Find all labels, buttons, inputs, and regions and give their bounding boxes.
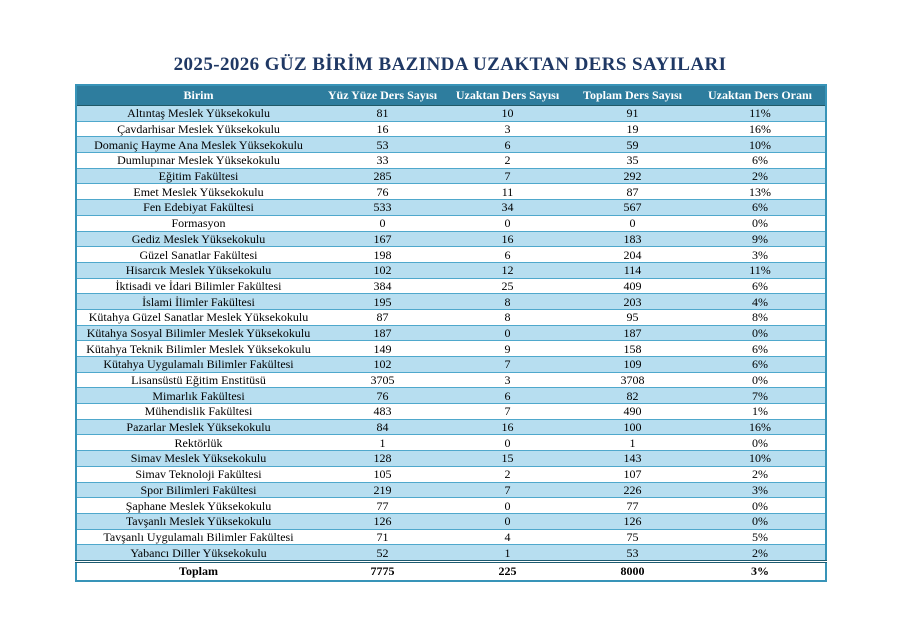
value-cell: 7 [445,357,570,373]
value-cell: 567 [570,200,695,216]
table-row [76,404,826,420]
birim-cell: Formasyon [76,215,320,231]
table-row [76,388,826,404]
value-cell: 219 [320,482,445,498]
table-row [76,357,826,373]
value-cell: 187 [320,325,445,341]
value-cell: 5% [695,529,826,545]
table-row [76,466,826,482]
value-cell: 100 [570,419,695,435]
value-cell: 95 [570,309,695,325]
value-cell: 3 [445,372,570,388]
value-cell: 2 [445,153,570,169]
birim-cell: Kütahya Uygulamalı Bilimler Fakültesi [76,357,320,373]
value-cell: 285 [320,168,445,184]
value-cell: 3% [695,482,826,498]
value-cell: 1 [445,545,570,562]
value-cell: 59 [570,137,695,153]
table-row [76,121,826,137]
birim-cell: Gediz Meslek Yüksekokulu [76,231,320,247]
birim-cell: Mühendislik Fakültesi [76,404,320,420]
column-header-2: Uzaktan Ders Sayısı [445,85,570,106]
value-cell: 77 [320,498,445,514]
value-cell: 126 [570,513,695,529]
value-cell: 77 [570,498,695,514]
value-cell: 16 [320,121,445,137]
column-header-3: Toplam Ders Sayısı [570,85,695,106]
table-row [76,215,826,231]
table-row [76,184,826,200]
birim-cell: Fen Edebiyat Fakültesi [76,200,320,216]
value-cell: 71 [320,529,445,545]
value-cell: 11% [695,262,826,278]
table-row [76,153,826,169]
birim-cell: Simav Teknoloji Fakültesi [76,466,320,482]
total-label-cell: Toplam [76,561,320,581]
value-cell: 204 [570,247,695,263]
value-cell: 102 [320,262,445,278]
value-cell: 81 [320,106,445,122]
table-footer [76,561,826,581]
birim-cell: Eğitim Fakültesi [76,168,320,184]
value-cell: 53 [320,137,445,153]
value-cell: 3708 [570,372,695,388]
table-header-row [76,85,826,106]
value-cell: 10% [695,137,826,153]
value-cell: 6% [695,153,826,169]
value-cell: 11 [445,184,570,200]
value-cell: 0 [445,215,570,231]
value-cell: 2% [695,466,826,482]
value-cell: 0 [445,513,570,529]
value-cell: 187 [570,325,695,341]
value-cell: 198 [320,247,445,263]
birim-cell: Kütahya Güzel Sanatlar Meslek Yüksekokulu [76,309,320,325]
value-cell: 6% [695,278,826,294]
table-row [76,231,826,247]
table-row [76,278,826,294]
birim-cell: Güzel Sanatlar Fakültesi [76,247,320,263]
birim-cell: Pazarlar Meslek Yüksekokulu [76,419,320,435]
value-cell: 19 [570,121,695,137]
page-title: 2025-2026 GÜZ BİRİM BAZINDA UZAKTAN DERS SAYILARI [173,54,727,75]
value-cell: 158 [570,341,695,357]
value-cell: 7 [445,482,570,498]
value-cell: 384 [320,278,445,294]
value-cell: 9% [695,231,826,247]
value-cell: 8 [445,309,570,325]
birim-cell: Spor Bilimleri Fakültesi [76,482,320,498]
table-row [76,341,826,357]
value-cell: 13% [695,184,826,200]
value-cell: 114 [570,262,695,278]
value-cell: 16 [445,419,570,435]
birim-cell: Rektörlük [76,435,320,451]
birim-cell: Altıntaş Meslek Yüksekokulu [76,106,320,122]
birim-cell: İktisadi ve İdari Bilimler Fakültesi [76,278,320,294]
table-container [75,84,825,582]
birim-cell: Tavşanlı Meslek Yüksekokulu [76,513,320,529]
value-cell: 0 [320,215,445,231]
table-row [76,106,826,122]
birim-cell: Kütahya Teknik Bilimler Meslek Yüksekokulu [76,341,320,357]
value-cell: 33 [320,153,445,169]
table-total-row [76,561,826,581]
value-cell: 10% [695,451,826,467]
value-cell: 0% [695,372,826,388]
birim-cell: Şaphane Meslek Yüksekokulu [76,498,320,514]
value-cell: 9 [445,341,570,357]
value-cell: 53 [570,545,695,562]
value-cell: 2 [445,466,570,482]
table-body [76,106,826,562]
value-cell: 11% [695,106,826,122]
value-cell: 533 [320,200,445,216]
birim-cell: Yabancı Diller Yüksekokulu [76,545,320,562]
table-row [76,325,826,341]
value-cell: 167 [320,231,445,247]
value-cell: 107 [570,466,695,482]
value-cell: 7% [695,388,826,404]
value-cell: 8 [445,294,570,310]
value-cell: 126 [320,513,445,529]
table-row [76,513,826,529]
value-cell: 2% [695,168,826,184]
birim-cell: İslami İlimler Fakültesi [76,294,320,310]
birim-cell: Mimarlık Fakültesi [76,388,320,404]
value-cell: 0% [695,435,826,451]
table-row [76,435,826,451]
birim-cell: Çavdarhisar Meslek Yüksekokulu [76,121,320,137]
table-row [76,200,826,216]
value-cell: 109 [570,357,695,373]
table-row [76,498,826,514]
total-value-cell: 7775 [320,561,445,581]
value-cell: 91 [570,106,695,122]
birim-cell: Emet Meslek Yüksekokulu [76,184,320,200]
value-cell: 6% [695,357,826,373]
total-value-cell: 8000 [570,561,695,581]
value-cell: 16% [695,121,826,137]
table-row [76,247,826,263]
table-row [76,482,826,498]
value-cell: 6% [695,200,826,216]
table-header [76,85,826,106]
value-cell: 143 [570,451,695,467]
table-row [76,262,826,278]
table-row [76,309,826,325]
value-cell: 10 [445,106,570,122]
value-cell: 0% [695,498,826,514]
value-cell: 102 [320,357,445,373]
value-cell: 84 [320,419,445,435]
column-header-0: Birim [76,85,320,106]
table-row [76,545,826,562]
value-cell: 0% [695,215,826,231]
value-cell: 6 [445,137,570,153]
table-row [76,451,826,467]
value-cell: 0 [445,325,570,341]
value-cell: 195 [320,294,445,310]
value-cell: 149 [320,341,445,357]
value-cell: 87 [320,309,445,325]
value-cell: 52 [320,545,445,562]
table-row [76,168,826,184]
birim-cell: Tavşanlı Uygulamalı Bilimler Fakültesi [76,529,320,545]
value-cell: 16 [445,231,570,247]
value-cell: 34 [445,200,570,216]
table-row [76,529,826,545]
value-cell: 16% [695,419,826,435]
birim-cell: Dumlupınar Meslek Yüksekokulu [76,153,320,169]
value-cell: 6 [445,247,570,263]
value-cell: 76 [320,388,445,404]
value-cell: 2% [695,545,826,562]
uzaktan-ders-sayilari-table [75,84,827,582]
birim-cell: Simav Meslek Yüksekokulu [76,451,320,467]
value-cell: 203 [570,294,695,310]
value-cell: 3% [695,247,826,263]
birim-cell: Kütahya Sosyal Bilimler Meslek Yüksekokulu [76,325,320,341]
value-cell: 25 [445,278,570,294]
column-header-1: Yüz Yüze Ders Sayısı [320,85,445,106]
value-cell: 0 [445,498,570,514]
value-cell: 183 [570,231,695,247]
value-cell: 1 [570,435,695,451]
value-cell: 4% [695,294,826,310]
column-header-4: Uzaktan Ders Oranı [695,85,826,106]
value-cell: 409 [570,278,695,294]
value-cell: 4 [445,529,570,545]
value-cell: 483 [320,404,445,420]
value-cell: 75 [570,529,695,545]
value-cell: 76 [320,184,445,200]
value-cell: 7 [445,404,570,420]
table-row [76,137,826,153]
value-cell: 3 [445,121,570,137]
table-row [76,419,826,435]
birim-cell: Hisarcık Meslek Yüksekokulu [76,262,320,278]
value-cell: 226 [570,482,695,498]
value-cell: 1% [695,404,826,420]
value-cell: 0 [570,215,695,231]
table-row [76,294,826,310]
value-cell: 1 [320,435,445,451]
value-cell: 0% [695,513,826,529]
total-value-cell: 225 [445,561,570,581]
total-value-cell: 3% [695,561,826,581]
value-cell: 12 [445,262,570,278]
value-cell: 105 [320,466,445,482]
value-cell: 7 [445,168,570,184]
value-cell: 8% [695,309,826,325]
value-cell: 15 [445,451,570,467]
value-cell: 87 [570,184,695,200]
value-cell: 128 [320,451,445,467]
value-cell: 82 [570,388,695,404]
value-cell: 0 [445,435,570,451]
table-row [76,372,826,388]
value-cell: 6 [445,388,570,404]
value-cell: 0% [695,325,826,341]
value-cell: 3705 [320,372,445,388]
value-cell: 35 [570,153,695,169]
value-cell: 6% [695,341,826,357]
birim-cell: Lisansüstü Eğitim Enstitüsü [76,372,320,388]
birim-cell: Domaniç Hayme Ana Meslek Yüksekokulu [76,137,320,153]
value-cell: 490 [570,404,695,420]
value-cell: 292 [570,168,695,184]
